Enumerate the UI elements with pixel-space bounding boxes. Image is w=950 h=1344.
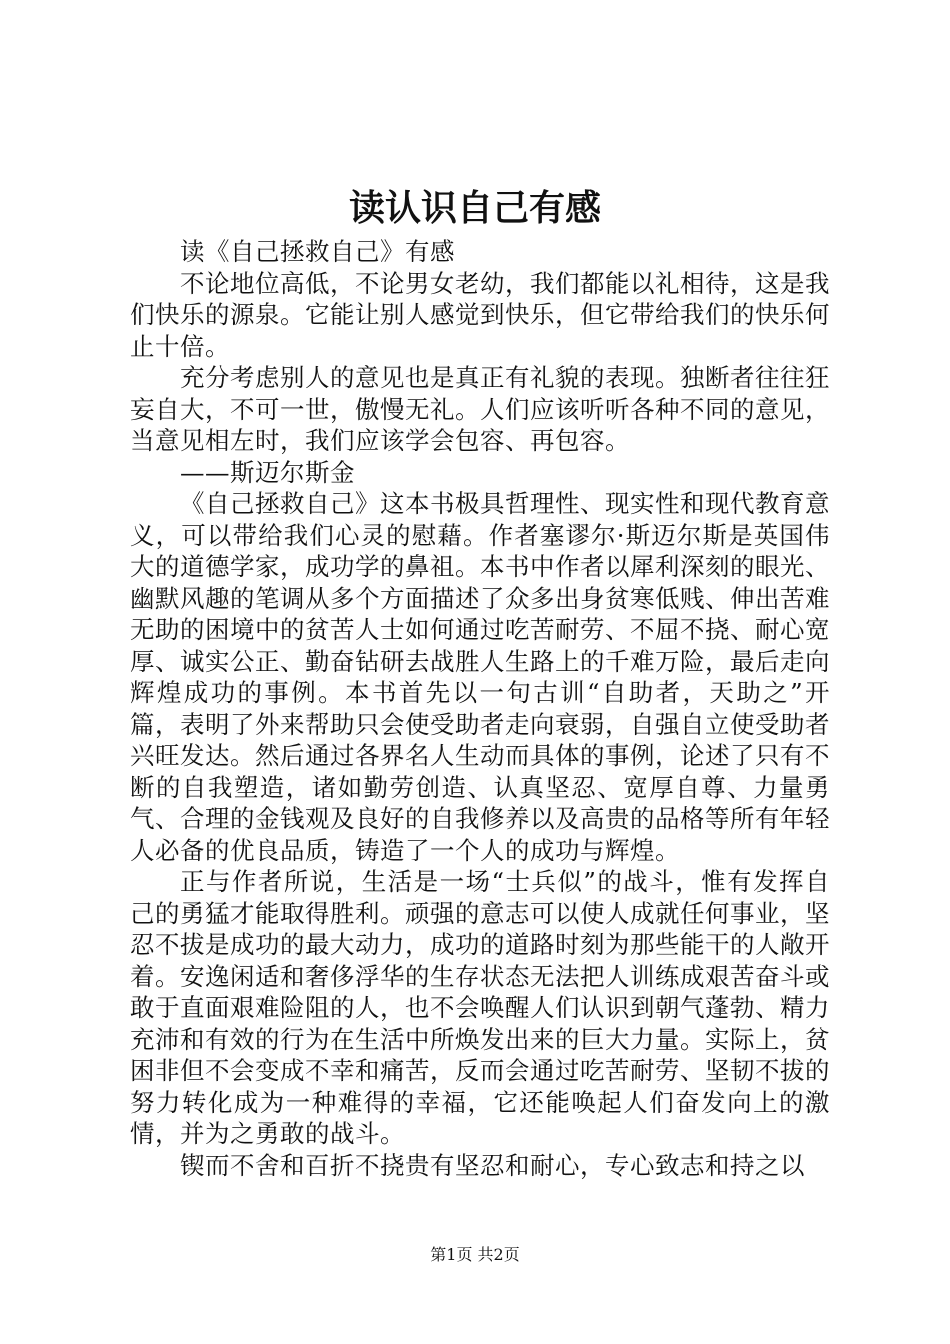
subtitle-paragraph: 读《自己拯救自己》有感 — [180, 237, 455, 266]
document-title: 读认识自己有感 — [348, 187, 601, 229]
body-paragraph: 不论地位高低，不论男女老幼，我们都能以礼相待，这是我们快乐的源泉。它能让别人感觉到快乐，但它带给我们的快乐何止十倍。 — [130, 268, 830, 361]
body-paragraph: 正与作者所说，生活是一场“士兵似”的战斗，惟有发挥自己的勇猛才能取得胜利。顽强的意志可以使人成就任何事业，坚忍不拔是成功的最大动力，成功的道路时刻为那些能干的人敞开着。安逸闲适和奢侈浮华的生存状态无法把人训练成艰苦奋斗或敢于直面艰难险阻的人，也不会唤醒人们认识到朝气蓬勃、精力充沛和有效的行为在生活中所焕发出来的巨大力量。实际上，贫困非但不会变成不幸和痛苦，反而会通过吃苦耐劳、坚韧不拔的努力转化成为一种难得的幸福，它还能唤起人们奋发向上的激情，并为之勇敢的战斗。 — [130, 867, 830, 1148]
body-paragraph: 充分考虑别人的意见也是真正有礼貌的表现。独断者往往狂妄自大，不可一世，傲慢无礼。人们应该听听各种不同的意见，当意见相左时，我们应该学会包容、再包容。 — [130, 363, 830, 455]
document-body — [130, 236, 830, 1181]
attribution-line: ——斯迈尔斯金 — [180, 457, 355, 487]
body-paragraph: 《自己拯救自己》这本书极具哲理性、现实性和现代教育意义，可以带给我们心灵的慰藉。作者塞谬尔·斯迈尔斯是英国伟大的道德学家，成功学的鼻祖。本书中作者以犀利深刻的眼光、幽默风趣的笔调从多个方面描述了众多出身贫寒低贱、伸出苦难无助的困境中的贫苦人士如何通过吃苦耐劳、不屈不挠、耐心宽厚、诚实公正、勤奋钻研去战胜人生路上的千难万险，最后走向辉煌成功的事例。本书首先以一句古训“自助者，天助之”开篇，表明了外来帮助只会使受助者走向衰弱，自强自立使受助者兴旺发达。然后通过各界名人生动而具体的事例，论述了只有不断的自我塑造，诸如勤劳创造、认真坚忍、宽厚自尊、力量勇气、合理的金钱观及良好的自我修养以及高贵的品格等所有年轻人必备的优良品质，铸造了一个人的成功与辉煌。 — [130, 489, 830, 865]
page-footer: 第1页 共2页 — [430, 1245, 520, 1264]
body-paragraph: 锲而不舍和百折不挠贵有坚忍和耐心，专心致志和持之以 — [180, 1150, 805, 1180]
